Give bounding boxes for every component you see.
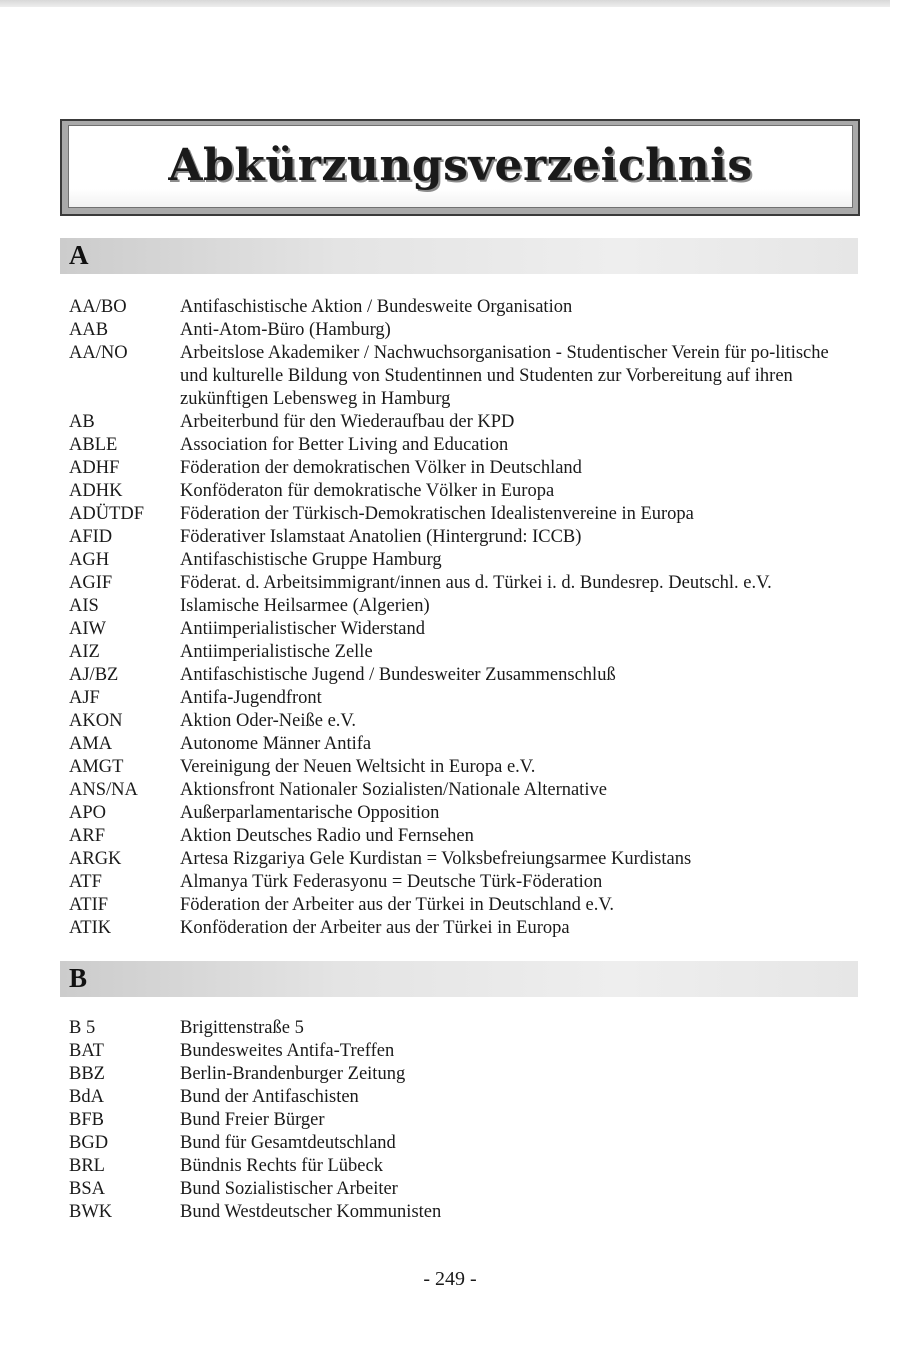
page-number: - 249 -: [423, 1268, 477, 1290]
abbreviation-description: Außerparlamentarische Opposition: [180, 803, 440, 823]
abbreviation-term: AFID: [69, 527, 113, 547]
abbreviation-term: APO: [69, 803, 107, 823]
abbreviation-description: Konföderation der Arbeiter aus der Türkei in Europa: [180, 918, 570, 938]
abbreviation-term: ADÜTDF: [69, 504, 145, 524]
abbreviation-entry: [69, 664, 859, 687]
abbreviation-entry: [69, 917, 859, 940]
abbreviation-term: AMA: [69, 734, 113, 754]
abbreviation-description: Almanya Türk Federasyonu = Deutsche Türk-Föderation: [180, 872, 603, 892]
abbreviation-entry: [69, 1201, 859, 1224]
top-rule: [0, 0, 890, 7]
abbreviation-description: Föderat. d. Arbeitsimmigrant/innen aus d. Türkei i. d. Bundesrep. Deutschl. e.V.: [180, 573, 772, 593]
abbreviation-description: Aktion Deutsches Radio und Fernsehen: [180, 826, 474, 846]
abbreviation-entry: [69, 802, 859, 825]
abbreviation-entry: [69, 1155, 859, 1178]
abbreviation-entry: [69, 572, 859, 595]
abbreviation-entry: [69, 319, 859, 342]
abbreviation-description: Bündnis Rechts für Lübeck: [180, 1156, 383, 1176]
abbreviation-term: AAB: [69, 320, 109, 340]
abbreviation-entry: [69, 756, 859, 779]
abbreviation-description: Föderation der Arbeiter aus der Türkei in Deutschland e.V.: [180, 895, 614, 915]
abbreviation-term: AA/BO: [69, 297, 127, 317]
abbreviation-term: AMGT: [69, 757, 124, 777]
abbreviation-entry: [69, 1086, 859, 1109]
abbreviation-description: Autonome Männer Antifa: [180, 734, 372, 754]
abbreviation-description: Konföderaton für demokratische Völker in Europa: [180, 481, 555, 501]
abbreviation-description: Föderativer Islamstaat Anatolien (Hintergrund: ICCB): [180, 527, 582, 547]
abbreviation-description: Berlin-Brandenburger Zeitung: [180, 1064, 406, 1084]
abbreviation-description: Islamische Heilsarmee (Algerien): [180, 596, 430, 616]
abbreviation-term: ANS/NA: [69, 780, 138, 800]
abbreviation-term: AGIF: [69, 573, 113, 593]
abbreviation-term: BGD: [69, 1133, 109, 1153]
abbreviation-term: ABLE: [69, 435, 118, 455]
abbreviation-list-b: [69, 1017, 859, 1224]
title-banner: [60, 119, 860, 216]
abbreviation-description: Bundesweites Antifa-Treffen: [180, 1041, 395, 1061]
abbreviation-description: Bund für Gesamtdeutschland: [180, 1133, 396, 1153]
abbreviation-description: Arbeiterbund für den Wiederaufbau der KPD: [180, 412, 515, 432]
abbreviation-entry: [69, 641, 859, 664]
abbreviation-description: Brigittenstraße 5: [180, 1018, 304, 1038]
abbreviation-entry: [69, 871, 859, 894]
abbreviation-term: ATF: [69, 872, 102, 892]
abbreviation-description: Antifa-Jugendfront: [180, 688, 322, 708]
abbreviation-term: B 5: [69, 1018, 96, 1038]
abbreviation-term: BdA: [69, 1087, 104, 1107]
section-header-b: [60, 961, 858, 997]
abbreviation-description: Antiimperialistische Zelle: [180, 642, 373, 662]
abbreviation-entry: [69, 894, 859, 917]
abbreviation-term: BWK: [69, 1202, 113, 1222]
abbreviation-entry: [69, 618, 859, 641]
abbreviation-term: ATIK: [69, 918, 112, 938]
abbreviation-entry: [69, 733, 859, 756]
abbreviation-entry: [69, 549, 859, 572]
abbreviation-list-a: [69, 296, 859, 940]
abbreviation-entry: [69, 1017, 859, 1040]
abbreviation-description: Association for Better Living and Education: [180, 435, 509, 455]
abbreviation-description: Arbeitslose Akademiker / Nachwuchsorganisation - Studentischer Verein für po-litische und kulturelle Bildung von Studentinnen und Studenten zur Vorbereitung auf ihren zukünftigen Lebensweg in Hamburg: [180, 343, 829, 409]
abbreviation-description: Bund Sozialistischer Arbeiter: [180, 1179, 398, 1199]
page-title: Abkürzungsverzeichnis: [168, 140, 753, 191]
abbreviation-entry: [69, 457, 859, 480]
abbreviation-entry: [69, 480, 859, 503]
abbreviation-entry: [69, 1109, 859, 1132]
title-banner-inner: [68, 125, 853, 208]
abbreviation-term: ARF: [69, 826, 105, 846]
abbreviation-term: AA/NO: [69, 343, 128, 363]
abbreviation-description: Bund Westdeutscher Kommunisten: [180, 1202, 442, 1222]
abbreviation-description: Antifaschistische Gruppe Hamburg: [180, 550, 442, 570]
abbreviation-entry: [69, 825, 859, 848]
abbreviation-description: Antifaschistische Jugend / Bundesweiter Zusammenschluß: [180, 665, 616, 685]
section-letter: A: [69, 240, 89, 270]
abbreviation-term: BRL: [69, 1156, 105, 1176]
abbreviation-description: Antiimperialistischer Widerstand: [180, 619, 426, 639]
abbreviation-term: BFB: [69, 1110, 104, 1130]
abbreviation-term: AGH: [69, 550, 110, 570]
abbreviation-term: AIW: [69, 619, 106, 639]
abbreviation-term: BBZ: [69, 1064, 105, 1084]
abbreviation-description: Vereinigung der Neuen Weltsicht in Europa e.V.: [180, 757, 536, 777]
abbreviation-description: Bund der Antifaschisten: [180, 1087, 359, 1107]
abbreviation-description: Bund Freier Bürger: [180, 1110, 325, 1130]
section-letter: B: [69, 963, 88, 993]
abbreviation-term: AJ/BZ: [69, 665, 119, 685]
abbreviation-term: AIS: [69, 596, 99, 616]
abbreviation-term: AIZ: [69, 642, 100, 662]
abbreviation-term: BAT: [69, 1041, 104, 1061]
abbreviation-entry: [69, 503, 859, 526]
abbreviation-description: Föderation der Türkisch-Demokratischen Idealistenvereine in Europa: [180, 504, 694, 524]
abbreviation-term: ADHK: [69, 481, 123, 501]
abbreviation-description: Aktion Oder-Neiße e.V.: [180, 711, 357, 731]
abbreviation-entry: [69, 296, 859, 319]
abbreviation-entry: [69, 848, 859, 871]
abbreviation-entry: [69, 526, 859, 549]
abbreviation-entry: [69, 710, 859, 733]
abbreviation-description: Föderation der demokratischen Völker in Deutschland: [180, 458, 582, 478]
abbreviation-description: Anti-Atom-Büro (Hamburg): [180, 320, 391, 340]
abbreviation-term: ADHF: [69, 458, 120, 478]
abbreviation-term: ARGK: [69, 849, 122, 869]
abbreviation-term: ATIF: [69, 895, 109, 915]
abbreviation-description: Artesa Rizgariya Gele Kurdistan = Volksbefreiungsarmee Kurdistans: [180, 849, 692, 869]
abbreviation-term: AJF: [69, 688, 100, 708]
abbreviation-entry: [69, 1040, 859, 1063]
abbreviation-entry: [69, 411, 859, 434]
abbreviation-description: Antifaschistische Aktion / Bundesweite Organisation: [180, 297, 573, 317]
abbreviation-term: AB: [69, 412, 95, 432]
abbreviation-term: BSA: [69, 1179, 105, 1199]
abbreviation-entry: [69, 342, 859, 411]
abbreviation-entry: [69, 434, 859, 457]
abbreviation-entry: [69, 779, 859, 802]
abbreviation-term: AKON: [69, 711, 123, 731]
abbreviation-description: Aktionsfront Nationaler Sozialisten/Nationale Alternative: [180, 780, 607, 800]
abbreviation-entry: [69, 687, 859, 710]
abbreviation-entry: [69, 1063, 859, 1086]
abbreviation-entry: [69, 1132, 859, 1155]
abbreviation-entry: [69, 595, 859, 618]
abbreviation-entry: [69, 1178, 859, 1201]
section-header-a: [60, 238, 858, 274]
